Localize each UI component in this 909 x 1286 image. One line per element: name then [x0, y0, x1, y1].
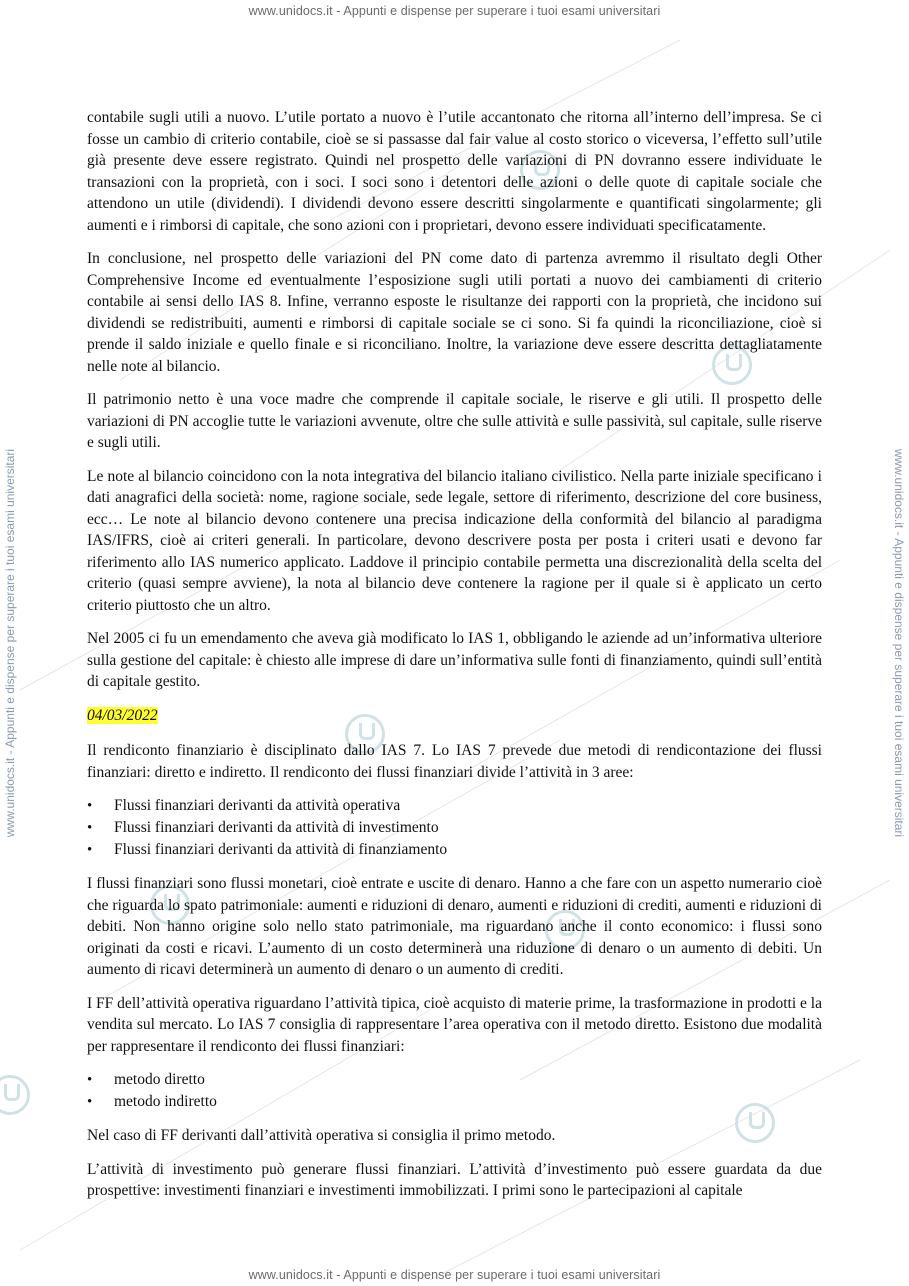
list-item: • metodo indiretto — [87, 1091, 822, 1113]
footer-banner[interactable]: www.unidocs.it - Appunti e dispense per superare i tuoi esami universitari — [248, 1268, 661, 1282]
list-item: • metodo diretto — [87, 1069, 822, 1091]
bullet-list-methods — [87, 1069, 822, 1113]
paragraph: Il patrimonio netto è una voce madre che comprende il capitale sociale, le riserve e gli utili. Il prospetto delle variazioni di PN accoglie tutte le variazioni avvenute, oltre che sulle attività e sulle passività, sul capitale, sulle riserve e sugli utili. — [87, 391, 822, 451]
list-item: • Flussi finanziari derivanti da attività di investimento — [87, 817, 822, 839]
paragraph: Le note al bilancio coincidono con la nota integrativa del bilancio italiano civilistico. Nella parte iniziale specificano i dati anagrafici della società: nome, ragione sociale, sede legale, settore di riferimento, descrizione del core business, ecc… Le note al bilancio devono contenere una precisa indicazione della conformità del bilancio al paradigma IAS/IFRS, cioè ai criteri generali. In particolare, devono descrivere posta per posta i criteri usati e devono far riferimento allo IAS numerico applicato. Laddove il principio contabile permetta una discrezionalità della scelta del criterio (quasi sempre avviene), la nota al bilancio deve contenere la ragione per il quale si è applicato un certo criterio piuttosto che un altro. — [87, 467, 822, 614]
paragraph: Nel 2005 ci fu un emendamento che aveva già modificato lo IAS 1, obbligando le aziende ad un’informativa ulteriore sulla gestione del capitale: è chiesto alle imprese di dare un’informativa sulle fonti di finanziamento, quindi sull’entità di capitale gestito. — [87, 630, 822, 690]
paragraph: I flussi finanziari sono flussi monetari, cioè entrate e uscite di denaro. Hanno a che fare con un aspetto numerario cioè che riguarda lo spato patrimoniale: aumenti e riduzioni di denaro, aumenti e riduzioni di crediti, aumenti e riduzioni di debiti. Non hanno origine solo nello stato patrimoniale, ma riguardano anche il conto economico: i flussi sono originati da costi e ricavi. L’aumento di un costo determinerà una riduzione di denaro o un aumento di debiti. Un aumento di ricavi determinerà un aumento di denaro o un aumento di crediti. — [87, 875, 822, 978]
list-item: • Flussi finanziari derivanti da attività di finanziamento — [87, 839, 822, 861]
bullet-list-flows — [87, 795, 822, 861]
paragraph: Il rendiconto finanziario è disciplinato dallo IAS 7. Lo IAS 7 prevede due metodi di rendicontazione dei flussi finanziari: diretto e indiretto. Il rendiconto dei flussi finanziari divide l’attività in 3 aree: — [87, 742, 822, 781]
paragraph: contabile sugli utili a nuovo. L’utile portato a nuovo è l’utile accantonato che ritorna all’interno dell’impresa. Se ci fosse un cambio di criterio contabile, cioè se si passasse dal fair value al costo storico o viceversa, l’effetto sull’utile già presente deve essere registrato. Quindi nel prospetto delle variazioni di PN dovranno essere individuate le transazioni con la proprietà, con i soci. I soci sono i detentori delle azioni o delle quote di capitale sociale che attendono un utile (dividendi). I dividendi devono essere descritti singolarmente e quantificati singolarmente; gli aumenti e i rimborsi di capitale, che sono azioni con i proprietari, devono essere individuati specificatamente. — [87, 109, 822, 234]
paragraph: I FF dell’attività operativa riguardano l’attività tipica, cioè acquisto di materie prime, la trasformazione in prodotti e la vendita sul mercato. Lo IAS 7 consiglia di rappresentare l’area operativa con il metodo diretto. Esistono due modalità per rappresentare il rendiconto dei flussi finanziari: — [87, 994, 822, 1055]
left-side-banner: www.unidocs.it - Appunti e dispense per superare i tuoi esami universitari — [3, 448, 17, 838]
list-item: • Flussi finanziari derivanti da attività operativa — [87, 795, 822, 817]
paragraph: In conclusione, nel prospetto delle variazioni del PN come dato di partenza avremmo il risultato degli Other Comprehensive Income ed eventualmente l’esposizione sugli utili portati a nuovo dei cambiamenti di criterio contabile ai sensi dello IAS 8. Infine, verranno esposte le risultanze dei rapporti con la proprietà, che incidono sui dividendi se redistribuiti, aumenti e rimborsi di capitale sociale se ci sono. Si fa quindi la riconciliazione, cioè si prende il saldo iniziale e quello finale e si riconciliano. Inoltre, la variazione deve essere descritta dettagliatamente nelle note al bilancio. — [87, 250, 822, 375]
date-line — [87, 705, 822, 727]
document-body — [87, 107, 822, 1214]
paragraph: L’attività di investimento può generare flussi finanziari. L’attività d’investimento può essere guardata da due prospettive: investimenti finanziari e investimenti immobilizzati. I primi sono le partecipazioni al capitale — [87, 1160, 822, 1199]
header-banner[interactable]: www.unidocs.it - Appunti e dispense per superare i tuoi esami universitari — [248, 4, 661, 18]
paragraph: Nel caso di FF derivanti dall’attività operativa si consiglia il primo metodo. — [87, 1127, 556, 1144]
right-side-banner: www.unidocs.it - Appunti e dispense per superare i tuoi esami universitari — [892, 448, 906, 838]
highlighted-date: 04/03/2022 — [87, 706, 158, 724]
